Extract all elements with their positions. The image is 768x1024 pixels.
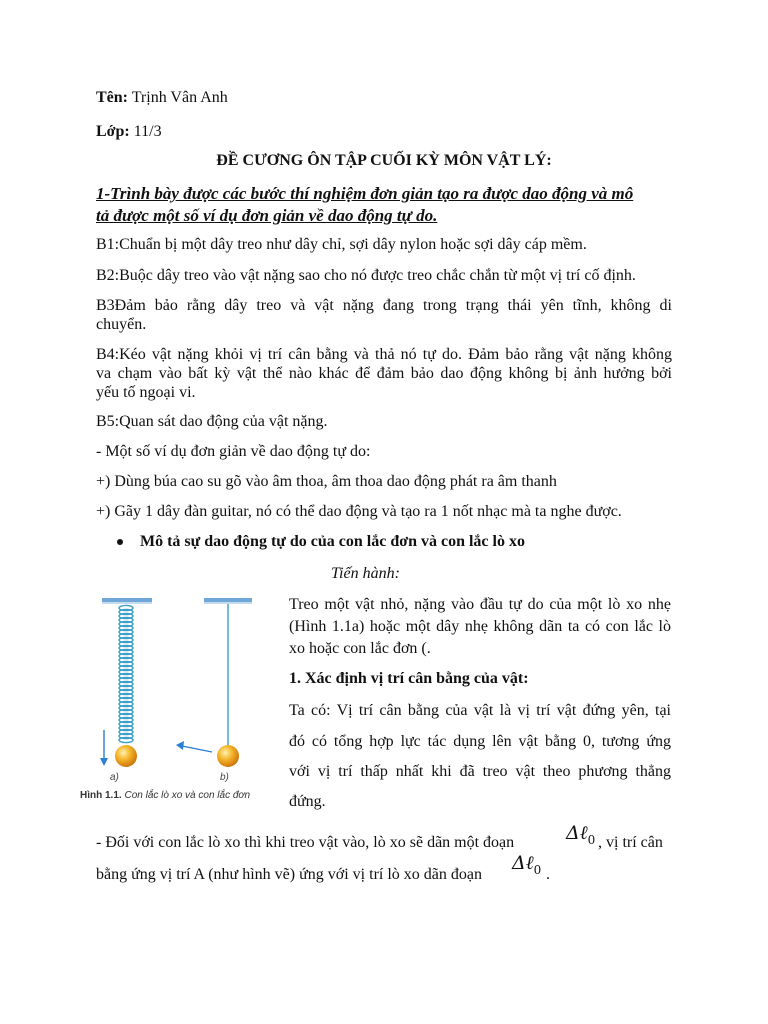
step-b3-line1: B3Đảm bảo rằng dây treo và vật nặng đang trong trạng thái yên tĩnh, không di [96,297,672,314]
step-b4-line2: va chạm vào bất kỳ vật thể nào khác để đảm bảo dao động không bị ảnh hưởng bởi [96,365,672,382]
spring-coil [119,605,133,742]
name-line [96,87,672,109]
side-arrow-head [176,741,184,750]
spring-para-line1-end: , vị trí cân [598,834,663,851]
doc-title: ĐỀ CƯƠNG ÔN TẬP CUỐI KỲ MÔN VẬT LÝ: [216,152,552,169]
down-arrow-head [100,758,108,766]
right-p1-line2: (Hình 1.1a) hoặc một dây nhẹ không dãn ta có con lắc lò [289,618,671,635]
figure-label-a: a) [110,772,119,783]
pendulum-ceiling [204,598,252,602]
name-label: Tên: [96,89,128,106]
delta-l0-symbol-2 [512,852,541,877]
name-value: Trịnh Vân Anh [131,89,228,106]
delta-symbol: Δℓ [512,852,534,874]
example-2: +) Gãy 1 dây đàn guitar, nó có thể dao động và tạo ra 1 nốt nhạc mà ta nghe được. [96,503,622,520]
right-p2-line3: với vị trí thấp nhất khi đã treo vật theo phương thẳng [289,763,671,780]
pendulum-ceiling-shade [204,602,252,604]
example-1: +) Dùng búa cao su gõ vào âm thoa, âm thoa dao động phát ra âm thanh [96,473,557,490]
figure-caption [80,790,290,801]
delta-subscript: 0 [533,862,542,877]
figure-label-b: b) [220,772,229,783]
right-p1-line3: xo hoặc con lắc đơn (. [289,640,431,657]
figure-caption-number: Hình 1.1. [80,790,122,801]
class-value: 11/3 [133,123,162,140]
bullet-dot [117,539,123,545]
spring-para-line1-start: - Đối với con lắc lò xo thì khi treo vật vào, lò xo sẽ dãn một đoạn [96,834,515,851]
class-line [96,121,672,143]
question1-line1: 1-Trình bày được các bước thí nghiệm đơn giản tạo ra được dao động và mô [96,184,634,203]
pendulum-figure [92,590,282,810]
step-b2: B2:Buộc dây treo vào vật nặng sao cho nó được treo chắc chắn từ một vị trí cố định. [96,267,636,284]
step-b5: B5:Quan sát dao động của vật nặng. [96,413,328,430]
right-p2-line4: đứng. [289,793,326,810]
figure-caption-text: Con lắc lò xo và con lắc đơn [124,790,251,801]
spring-ceiling [102,598,152,602]
step-b4-line1: B4:Kéo vật nặng khỏi vị trí cân bằng và thả nó tự do. Đảm bảo rằng vật nặng không [96,346,672,363]
right-heading: 1. Xác định vị trí cân bằng của vật: [289,670,529,687]
side-arrow-shaft [182,746,212,752]
step-b3-line2: chuyển. [96,316,147,333]
question1-line2: tả được một số ví dụ đơn giản về dao động tự do. [96,206,438,225]
spring-mass-ball [115,745,137,767]
class-label: Lớp: [96,123,130,140]
pendulum-ball [217,745,239,767]
examples-intro: - Một số ví dụ đơn giản về dao động tự do: [96,443,371,460]
spring-para-line2-end: . [546,866,550,883]
step-b1: B1:Chuẩn bị một dây treo như dây chỉ, sợi dây nylon hoặc sợi dây cáp mềm. [96,236,587,253]
procedure-label: Tiến hành: [331,565,400,582]
delta-symbol: Δℓ [566,822,588,844]
delta-subscript: 0 [587,832,596,847]
right-p2-line1: Ta có: Vị trí cân bằng của vật là vị trí vật đứng yên, tại [289,702,671,719]
spring-para-line2-start: bằng ứng vị trí A (như hình vẽ) ứng với vị trí lò xo dãn đoạn [96,866,482,883]
step-b4-line3: yếu tố ngoại vi. [96,384,196,401]
right-p1-line1: Treo một vật nhỏ, nặng vào đầu tự do của một lò xo nhẹ [289,596,671,613]
delta-l0-symbol-1 [566,822,595,847]
spring-ceiling-shade [102,602,152,604]
right-p2-line2: đó có tổng hợp lực tác dụng lên vật bằng 0, tương ứng [289,733,671,750]
bullet-heading: Mô tả sự dao động tự do của con lắc đơn và con lắc lò xo [140,533,525,550]
